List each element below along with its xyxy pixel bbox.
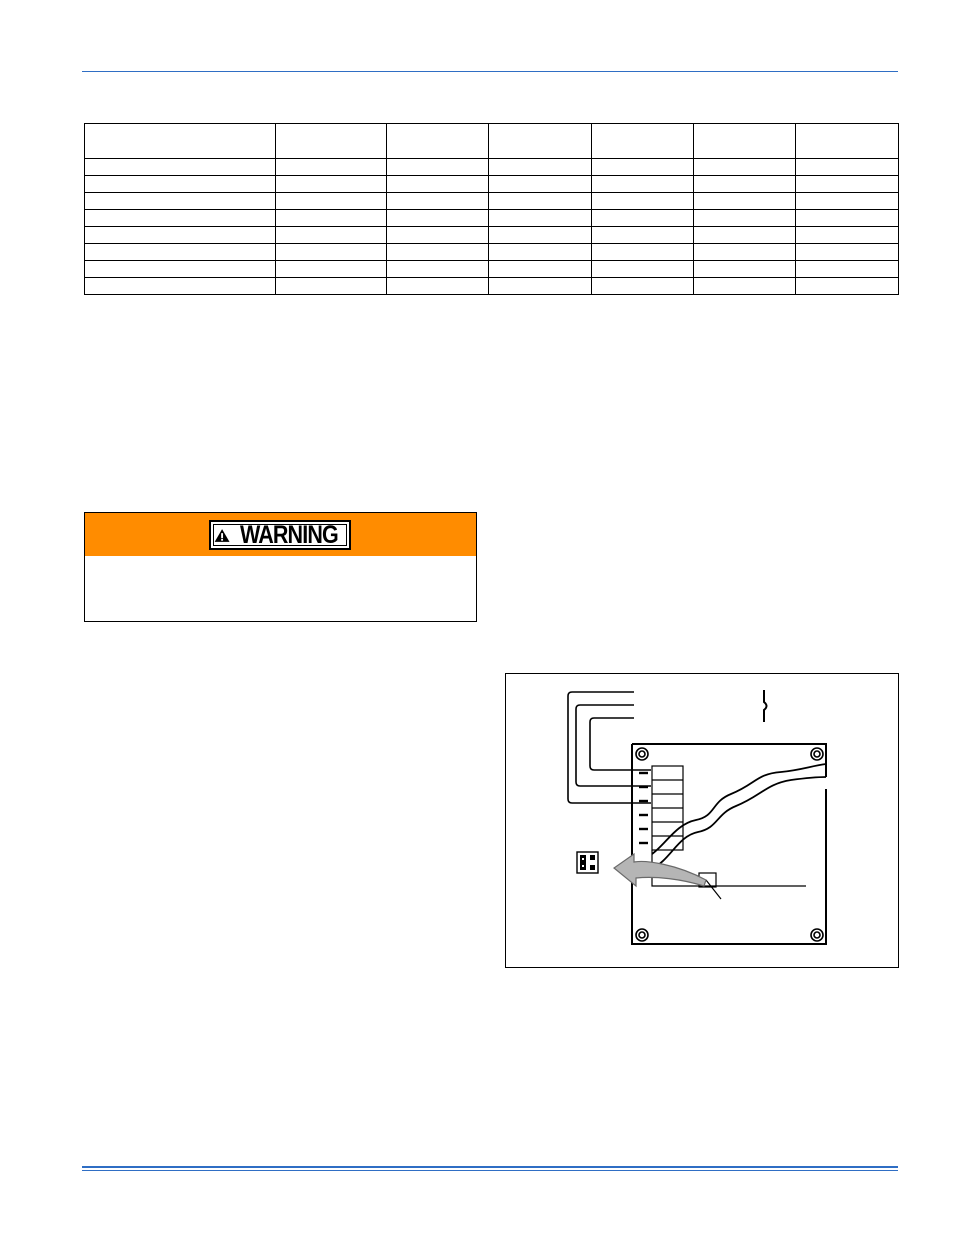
table-cell: [693, 227, 795, 244]
table-row: [85, 261, 899, 278]
table-cell: [693, 159, 795, 176]
table-cell: [489, 193, 591, 210]
table-row: [85, 244, 899, 261]
table-cell: [591, 193, 693, 210]
table-cell: [85, 261, 276, 278]
table-cell: [489, 159, 591, 176]
table-cell: [276, 176, 387, 193]
table-cell: [387, 210, 489, 227]
table-header-row: [85, 124, 899, 159]
table-cell: [795, 193, 898, 210]
table-cell: [276, 261, 387, 278]
table-cell: [276, 227, 387, 244]
table-cell: [591, 261, 693, 278]
table-cell: [276, 278, 387, 295]
table-row: [85, 159, 899, 176]
table-row: [85, 210, 899, 227]
table-cell: [387, 159, 489, 176]
table-cell: [387, 193, 489, 210]
table-cell: [795, 261, 898, 278]
table-cell: [85, 159, 276, 176]
table-cell: [693, 124, 795, 159]
table-cell: [795, 278, 898, 295]
table-cell: [276, 193, 387, 210]
table-cell: [591, 124, 693, 159]
table-cell: [591, 210, 693, 227]
table-cell: [85, 124, 276, 159]
table-cell: [795, 227, 898, 244]
table-cell: [489, 244, 591, 261]
table-cell: [693, 244, 795, 261]
table-cell: [489, 124, 591, 159]
warning-label: [209, 520, 351, 550]
table-cell: [387, 278, 489, 295]
table-cell: [489, 227, 591, 244]
table-cell: [795, 159, 898, 176]
table-cell: [489, 278, 591, 295]
table-cell: [85, 193, 276, 210]
table-cell: [489, 176, 591, 193]
warning-text: WARNING: [240, 520, 339, 549]
table-cell: [795, 210, 898, 227]
warning-band: [85, 513, 476, 556]
control-board-wiring-icon: [506, 674, 900, 969]
table-row: [85, 278, 899, 295]
table-cell: [85, 227, 276, 244]
table-cell: [591, 278, 693, 295]
footer-rule-thin: [82, 1170, 898, 1171]
table-cell: [693, 176, 795, 193]
table-cell: [591, 227, 693, 244]
table-cell: [276, 244, 387, 261]
table-cell: [387, 261, 489, 278]
table-cell: [591, 159, 693, 176]
warning-triangle-icon: [214, 525, 230, 546]
table-cell: [693, 261, 795, 278]
table-cell: [489, 261, 591, 278]
spec-table: [84, 123, 899, 295]
table-cell: [85, 176, 276, 193]
table-cell: [85, 244, 276, 261]
warning-box: [84, 512, 477, 622]
table-cell: [85, 278, 276, 295]
table-cell: [795, 244, 898, 261]
table-cell: [795, 124, 898, 159]
table-cell: [276, 210, 387, 227]
table-cell: [387, 124, 489, 159]
table-row: [85, 176, 899, 193]
table-cell: [693, 278, 795, 295]
table-cell: [795, 176, 898, 193]
table-cell: [591, 244, 693, 261]
table-cell: [489, 210, 591, 227]
wiring-figure: [505, 673, 899, 968]
table-cell: [276, 124, 387, 159]
table-cell: [387, 176, 489, 193]
footer-rule: [82, 1166, 898, 1168]
table-cell: [693, 210, 795, 227]
table-cell: [387, 227, 489, 244]
table-row: [85, 227, 899, 244]
table-cell: [693, 193, 795, 210]
table-cell: [591, 176, 693, 193]
table-row: [85, 193, 899, 210]
table-cell: [387, 244, 489, 261]
table-cell: [85, 210, 276, 227]
header-rule: [82, 71, 898, 72]
table-cell: [276, 159, 387, 176]
